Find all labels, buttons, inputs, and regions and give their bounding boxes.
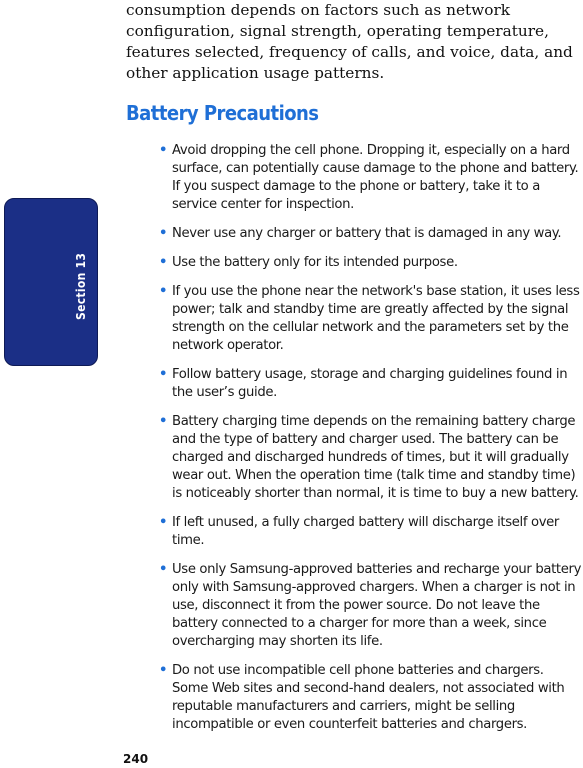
list-item-text: Use the battery only for its intended purpose.: [172, 255, 458, 270]
bullet-icon: •: [159, 284, 168, 299]
bullet-icon: •: [159, 255, 168, 270]
bullet-icon: •: [159, 414, 168, 429]
list-item-text: Never use any charger or battery that is damaged in any way.: [172, 226, 562, 241]
intro-paragraph: consumption depends on factors such as network configuration, signal strength, operating temperature, features selected, frequency of calls, and voice, data, and other application usage patterns.: [126, 1, 573, 82]
section-tab-label: Section 13: [74, 252, 88, 320]
precautions-list: [159, 142, 582, 745]
list-item: [159, 662, 582, 734]
bullet-icon: •: [159, 367, 168, 382]
page-number: 240: [123, 752, 149, 766]
list-item: [159, 413, 582, 503]
list-item: [159, 254, 582, 272]
list-item: [159, 283, 582, 355]
list-item-text: Avoid dropping the cell phone. Dropping it, especially on a hard surface, can potentially cause damage to the phone and battery. If you suspect damage to the phone or battery, take it to a service center for inspection.: [172, 143, 579, 212]
bullet-icon: •: [159, 562, 168, 577]
list-item-text: If you use the phone near the network's base station, it uses less power; talk and standby time are greatly affected by the signal strength on the cellular network and the parameters set by the network operator.: [172, 284, 580, 353]
list-item-text: Use only Samsung-approved batteries and recharge your battery only with Samsung-approved chargers. When a charger is not in use, disconnect it from the power source. Do not leave the battery connected to a charger for more than a week, since overcharging may shorten its life.: [172, 562, 582, 649]
list-item: [159, 225, 582, 243]
list-item-text: Follow battery usage, storage and charging guidelines found in the user’s guide.: [172, 367, 568, 400]
list-item-text: Battery charging time depends on the remaining battery charge and the type of battery and charger used. The battery can be charged and discharged hundreds of times, but it will gradually wear out. When the operation time (talk time and standby time) is noticeably shorter than normal, it is time to buy a new battery.: [172, 414, 579, 501]
list-item-text: Do not use incompatible cell phone batteries and chargers. Some Web sites and second-hand dealers, not associated with reputable manufacturers and carriers, might be selling incompatible or even counterfeit batteries and chargers.: [172, 663, 565, 732]
list-item: [159, 142, 582, 214]
bullet-icon: •: [159, 515, 168, 530]
list-item: [159, 366, 582, 402]
list-item: [159, 514, 582, 550]
list-item-text: If left unused, a fully charged battery will discharge itself over time.: [172, 515, 559, 548]
bullet-icon: •: [159, 226, 168, 241]
bullet-icon: •: [159, 663, 168, 678]
bullet-icon: •: [159, 143, 168, 158]
section-heading: Battery Precautions: [126, 101, 319, 125]
list-item: [159, 561, 582, 651]
